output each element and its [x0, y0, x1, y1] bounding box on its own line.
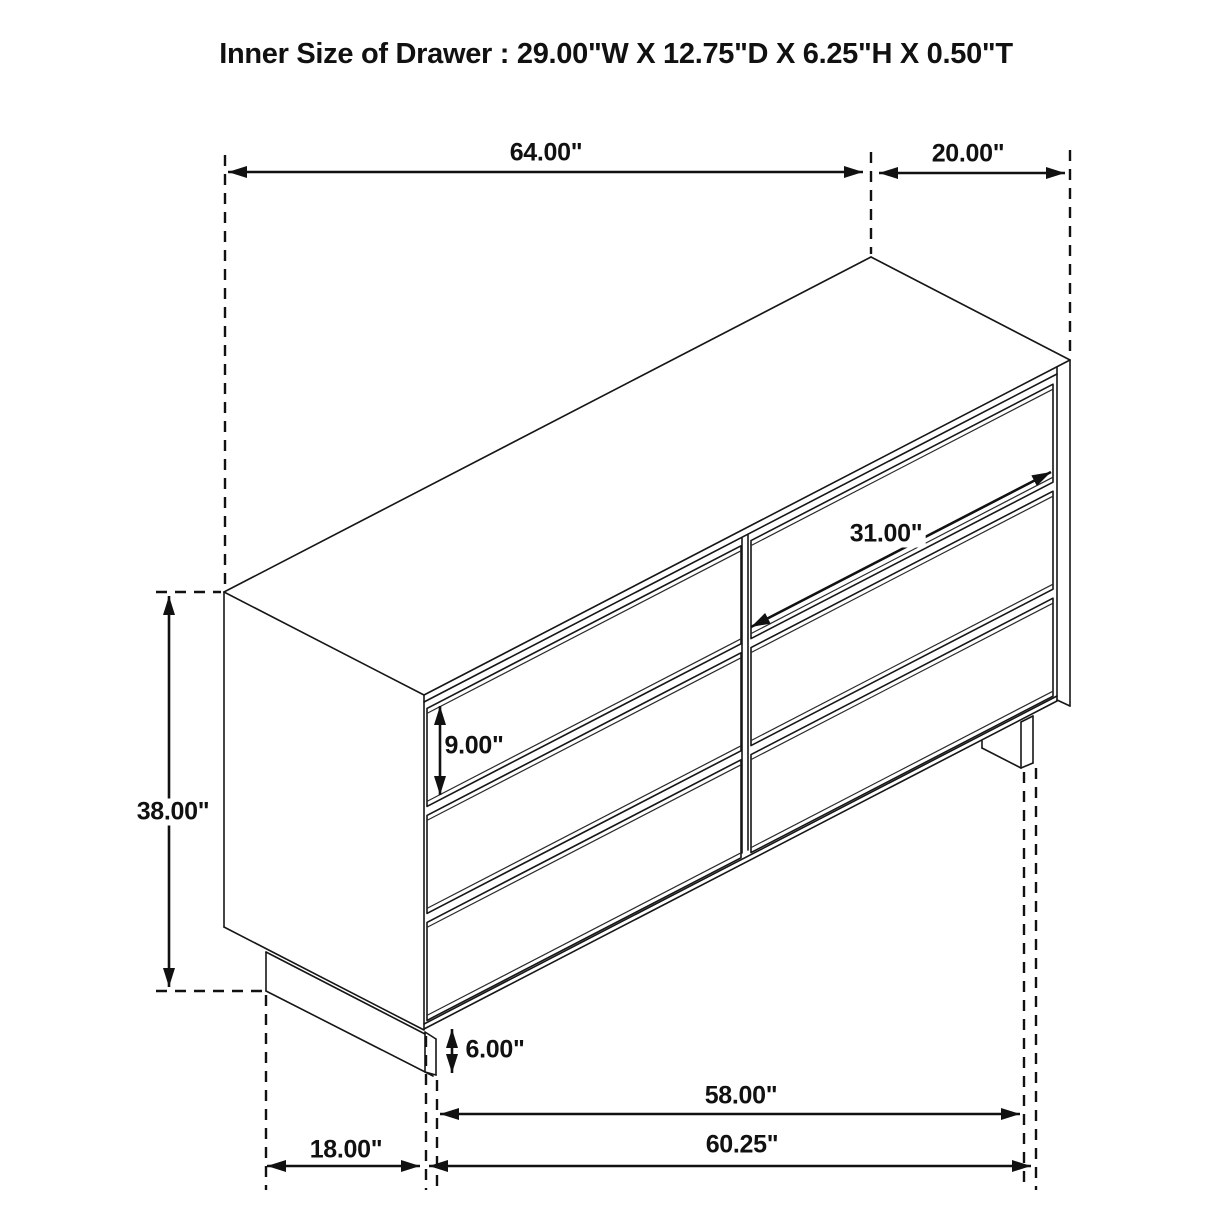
- diagram-title: Inner Size of Drawer : 29.00"W X 12.75"D X 6.25"H X 0.50"T: [219, 38, 1013, 70]
- dashed-extension-lines: [156, 150, 1070, 1190]
- dimension-label-overall-depth: 20.00": [929, 141, 1008, 168]
- dimension-label-base-width: 58.00": [702, 1083, 781, 1110]
- dimension-label-overall-width: 64.00": [507, 140, 586, 167]
- dimension-label-drawer-height: 9.00": [441, 733, 506, 760]
- dimension-label-base-depth: 18.00": [307, 1137, 386, 1164]
- dimension-label-base-height: 6.00": [462, 1037, 527, 1064]
- dimension-label-drawer-width: 31.00": [847, 521, 926, 548]
- dimension-label-overall-height: 38.00": [134, 799, 213, 826]
- dresser-outline: [224, 257, 1070, 1076]
- drawer-fronts: [427, 384, 1053, 1020]
- dimension-lines: [169, 172, 1065, 1166]
- dimension-label-bottom-width: 60.25": [703, 1132, 782, 1159]
